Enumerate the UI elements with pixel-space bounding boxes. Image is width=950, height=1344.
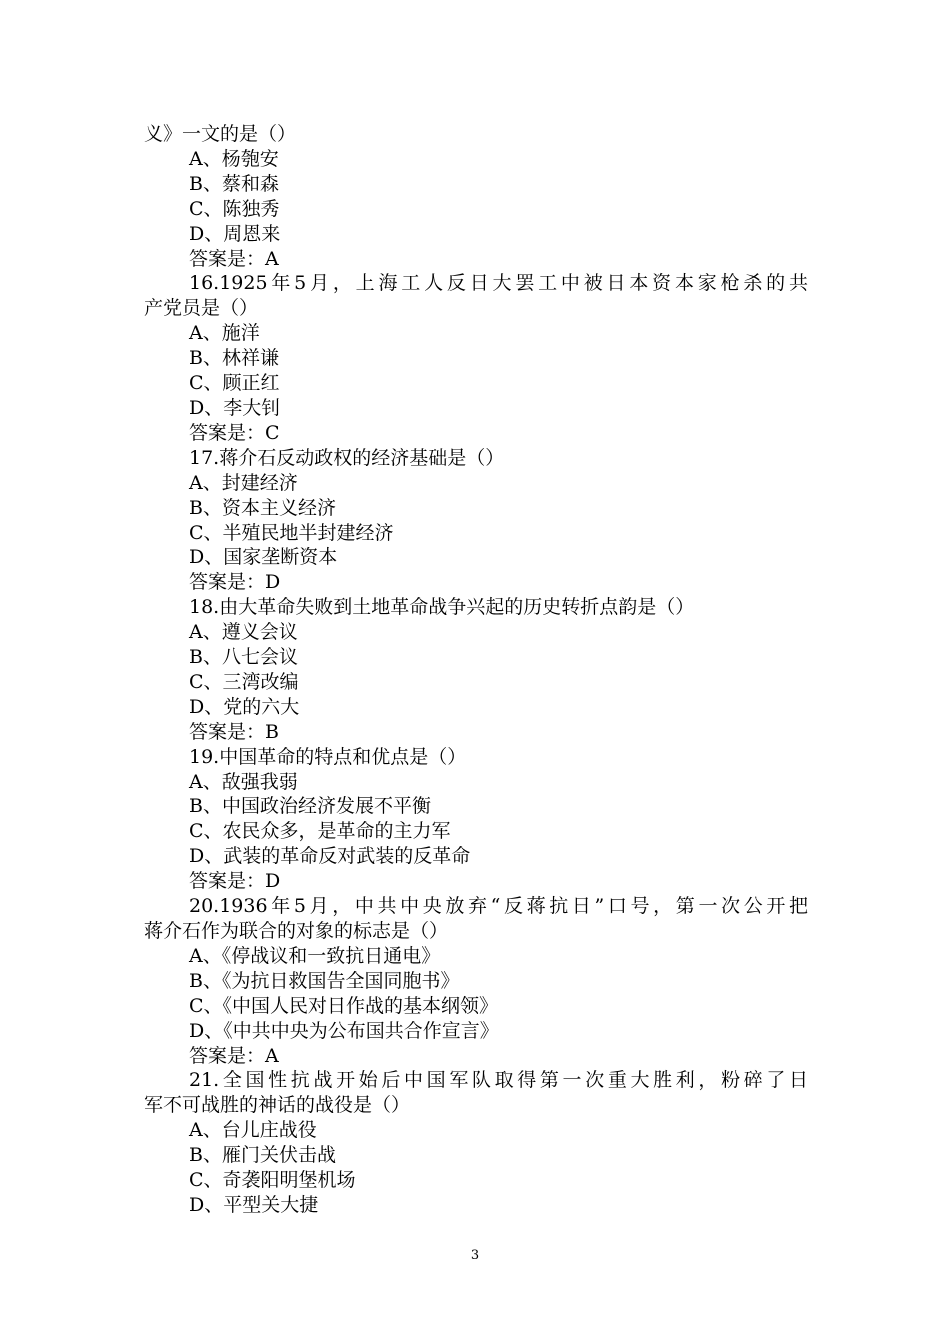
answer-option: C、顾正红 (189, 372, 280, 395)
answer-option: C、农民众多，是革命的主力军 (189, 820, 451, 843)
answer-option: A、《停战议和一致抗日通电》 (189, 944, 441, 967)
answer-option: B、资本主义经济 (189, 496, 336, 519)
answer-option: A、杨匏安 (189, 147, 279, 170)
answer-option: B、雁门关伏击战 (189, 1144, 336, 1167)
answer-option: D、李大钊 (189, 396, 281, 419)
answer-option: C、《中国人民对日作战的基本纲领》 (189, 994, 499, 1017)
answer-key: 答案是：A (189, 247, 279, 270)
document-body (144, 122, 808, 1218)
answer-option: D、周恩来 (189, 222, 281, 245)
answer-option: B、《为抗日救国告全国同胞书》 (189, 969, 460, 992)
answer-option: A、台儿庄战役 (189, 1119, 317, 1142)
answer-option: B、蔡和森 (189, 172, 279, 195)
page-number: 3 (470, 1248, 480, 1263)
question-text: 16.1925年5月，上海工人反日大罢工中被日本资本家枪杀的共 (189, 272, 808, 295)
answer-option: D、平型关大捷 (189, 1193, 319, 1216)
question-text: 20.1936年5月，中共中央放弃“反蒋抗日”口号，第一次公开把 (189, 895, 808, 918)
answer-option: D、《中共中央为公布国共合作宣言》 (189, 1019, 499, 1042)
question-text: 18.由大革命失败到土地革命战争兴起的历史转折点韵是（） (189, 596, 695, 619)
answer-option: C、半殖民地半封建经济 (189, 521, 394, 544)
answer-option: D、党的六大 (189, 695, 300, 718)
question-text: 17.蒋介石反动政权的经济基础是（） (189, 446, 505, 469)
answer-key: 答案是：D (189, 870, 281, 893)
answer-key: 答案是：A (189, 1044, 279, 1067)
answer-option: A、施洋 (189, 322, 260, 345)
answer-option: D、武装的革命反对武装的反革命 (189, 845, 471, 868)
answer-option: C、三湾改编 (189, 670, 299, 693)
question-text: 19.中国革命的特点和优点是（） (189, 745, 467, 768)
answer-key: 答案是：B (189, 720, 279, 743)
answer-option: A、敌强我弱 (189, 770, 298, 793)
answer-option: D、国家垄断资本 (189, 546, 338, 569)
question-continuation: 义》一文的是（） (144, 123, 297, 145)
question-text: 21.全国性抗战开始后中国军队取得第一次重大胜利，粉碎了日 (189, 1069, 808, 1092)
answer-option: C、奇袭阳明堡机场 (189, 1169, 356, 1192)
question-continuation: 蒋介石作为联合的对象的标志是（） (144, 920, 449, 942)
question-continuation: 产党员是（） (144, 297, 259, 320)
answer-key: 答案是：D (189, 571, 281, 594)
answer-option: C、陈独秀 (189, 197, 280, 220)
answer-key: 答案是：C (189, 421, 280, 444)
answer-option: B、八七会议 (189, 646, 298, 669)
question-continuation: 军不可战胜的神话的战役是（） (144, 1094, 411, 1117)
answer-option: B、林祥谦 (189, 347, 279, 370)
answer-option: A、封建经济 (189, 471, 298, 494)
answer-option: A、遵义会议 (189, 621, 298, 644)
answer-option: B、中国政治经济发展不平衡 (189, 795, 431, 818)
